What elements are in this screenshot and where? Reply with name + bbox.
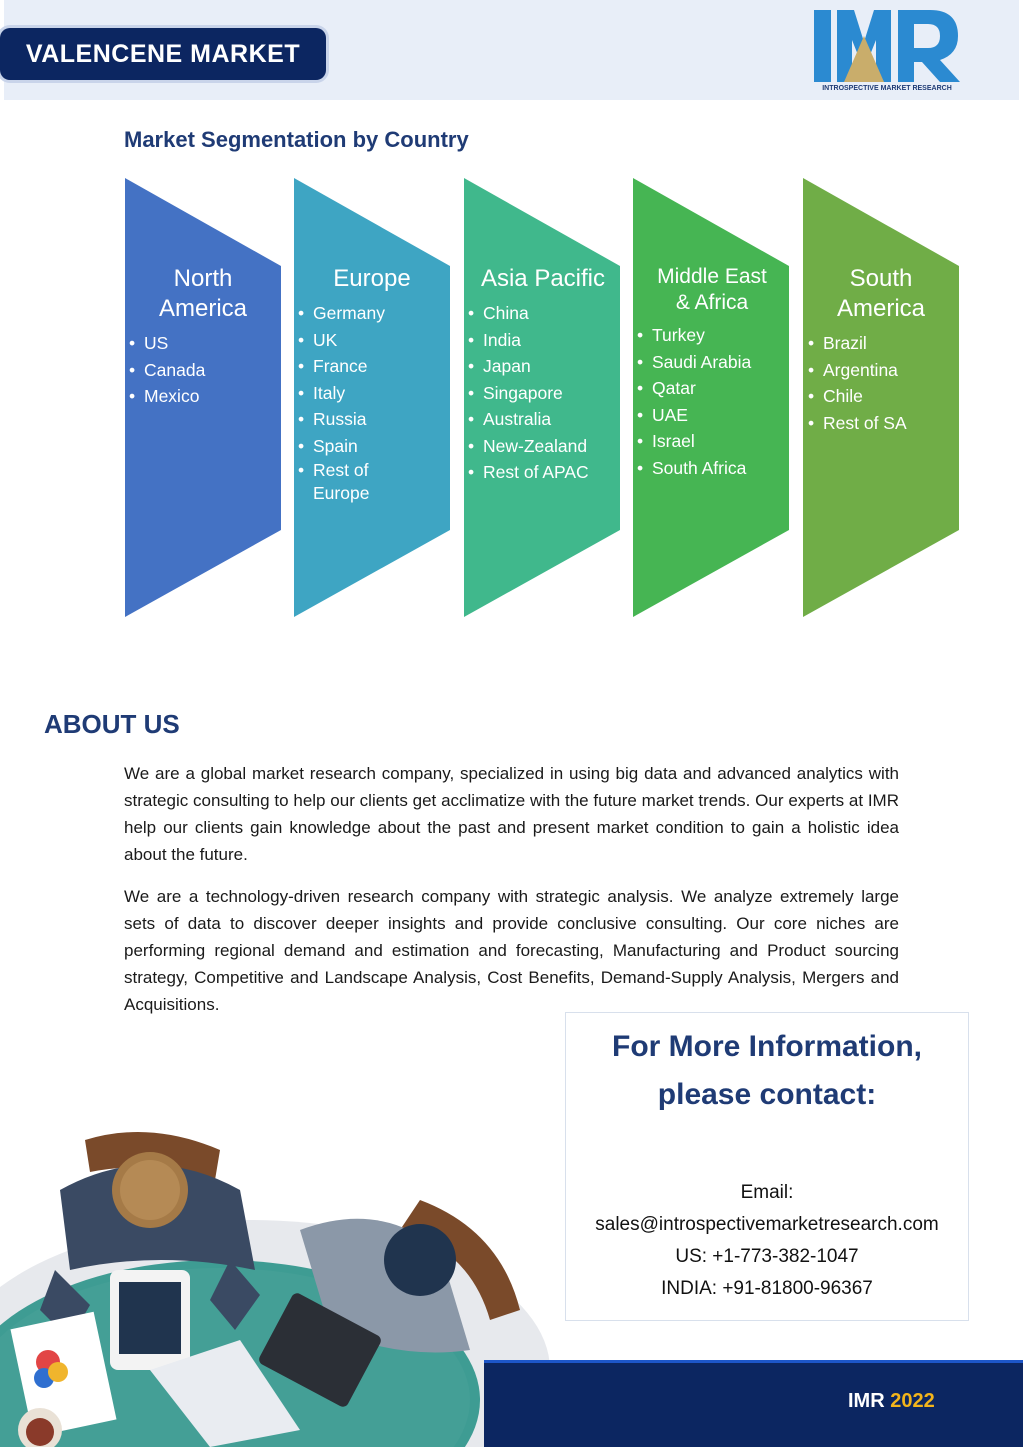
footer-label <box>848 1390 935 1413</box>
country-item: • China <box>468 300 618 327</box>
contact-box <box>565 1012 969 1321</box>
country-item: • Spain <box>298 433 446 460</box>
country-item: • Mexico <box>129 383 277 410</box>
region-middle-east-africa <box>637 264 787 481</box>
region-europe <box>298 264 446 505</box>
about-paragraph-1: We are a global market research company, specialized in using big data and advanced analytics with strategic consulting to help our clients get acclimatize with the future market trends. Our experts at IMR help our clients gain knowledge about the past and present market condition to gain a holistic idea about the future. <box>124 764 899 864</box>
region-north-america <box>129 264 277 410</box>
region-title: Middle East & Africa <box>657 265 767 314</box>
country-item: • Canada <box>129 357 277 384</box>
email-label: Email: <box>740 1182 794 1203</box>
country-list <box>468 300 618 486</box>
country-item: • Rest of APAC <box>468 459 618 486</box>
country-item: • France <box>298 353 446 380</box>
region-asia-pacific <box>468 264 618 486</box>
country-item: • Israel <box>637 428 787 455</box>
country-item: • Chile <box>808 383 954 410</box>
footer-brand: IMR <box>848 1390 885 1412</box>
country-list <box>298 300 446 505</box>
country-list <box>637 322 787 481</box>
footer-accent-line <box>484 1360 1023 1363</box>
country-item: • South Africa <box>637 455 787 482</box>
country-item: • Saudi Arabia <box>637 349 787 376</box>
region-title: North America <box>158 265 248 322</box>
india-phone: INDIA: +91-81800-96367 <box>661 1278 873 1299</box>
country-item: • Qatar <box>637 375 787 402</box>
team-meeting-illustration <box>0 1110 560 1447</box>
footer-year: 2022 <box>890 1390 935 1412</box>
about-paragraph-2: We are a technology-driven research company with strategic analysis. We analyze extremely large sets of data to discover deeper insights and provide conclusive consulting. Our core niches are performing regional demand and estimation and forecasting, Manufacturing and Product sourcing strategy, Competitive and Landscape Analysis, Cost Benefits, Demand-Supply Analysis, Mergers and Acquisitions. <box>124 887 899 1014</box>
country-item: • US <box>129 330 277 357</box>
contact-title: For More Information, please contact: <box>612 1030 922 1111</box>
region-title: Europe <box>333 265 411 292</box>
region-title: Asia Pacific <box>480 265 606 292</box>
page-title: VALENCENE MARKET <box>0 28 326 80</box>
country-item: • Singapore <box>468 380 618 407</box>
country-item: • Italy <box>298 380 446 407</box>
us-phone: US: +1-773-382-1047 <box>675 1246 859 1267</box>
logo-tagline: INTROSPECTIVE MARKET RESEARCH <box>822 85 952 92</box>
email-link[interactable]: sales@introspectivemarketresearch.com <box>595 1214 939 1235</box>
country-item: • Rest of Europe <box>298 459 393 505</box>
country-list <box>129 330 277 410</box>
country-item: • New-Zealand <box>468 433 618 460</box>
region-title: South America <box>836 265 926 322</box>
country-item: • Turkey <box>637 322 787 349</box>
footer-band <box>484 1360 1023 1447</box>
country-item: • Japan <box>468 353 618 380</box>
country-item: • Germany <box>298 300 446 327</box>
country-item: • India <box>468 327 618 354</box>
country-item: • Brazil <box>808 330 954 357</box>
country-item: • Rest of SA <box>808 410 954 437</box>
country-item: • Russia <box>298 406 446 433</box>
region-south-america <box>808 264 954 436</box>
country-list <box>808 330 954 436</box>
country-item: • UAE <box>637 402 787 429</box>
segmentation-heading: Market Segmentation by Country <box>124 127 469 152</box>
country-item: • Australia <box>468 406 618 433</box>
about-heading: ABOUT US <box>44 709 180 739</box>
country-item: • UK <box>298 327 446 354</box>
country-item: • Argentina <box>808 357 954 384</box>
